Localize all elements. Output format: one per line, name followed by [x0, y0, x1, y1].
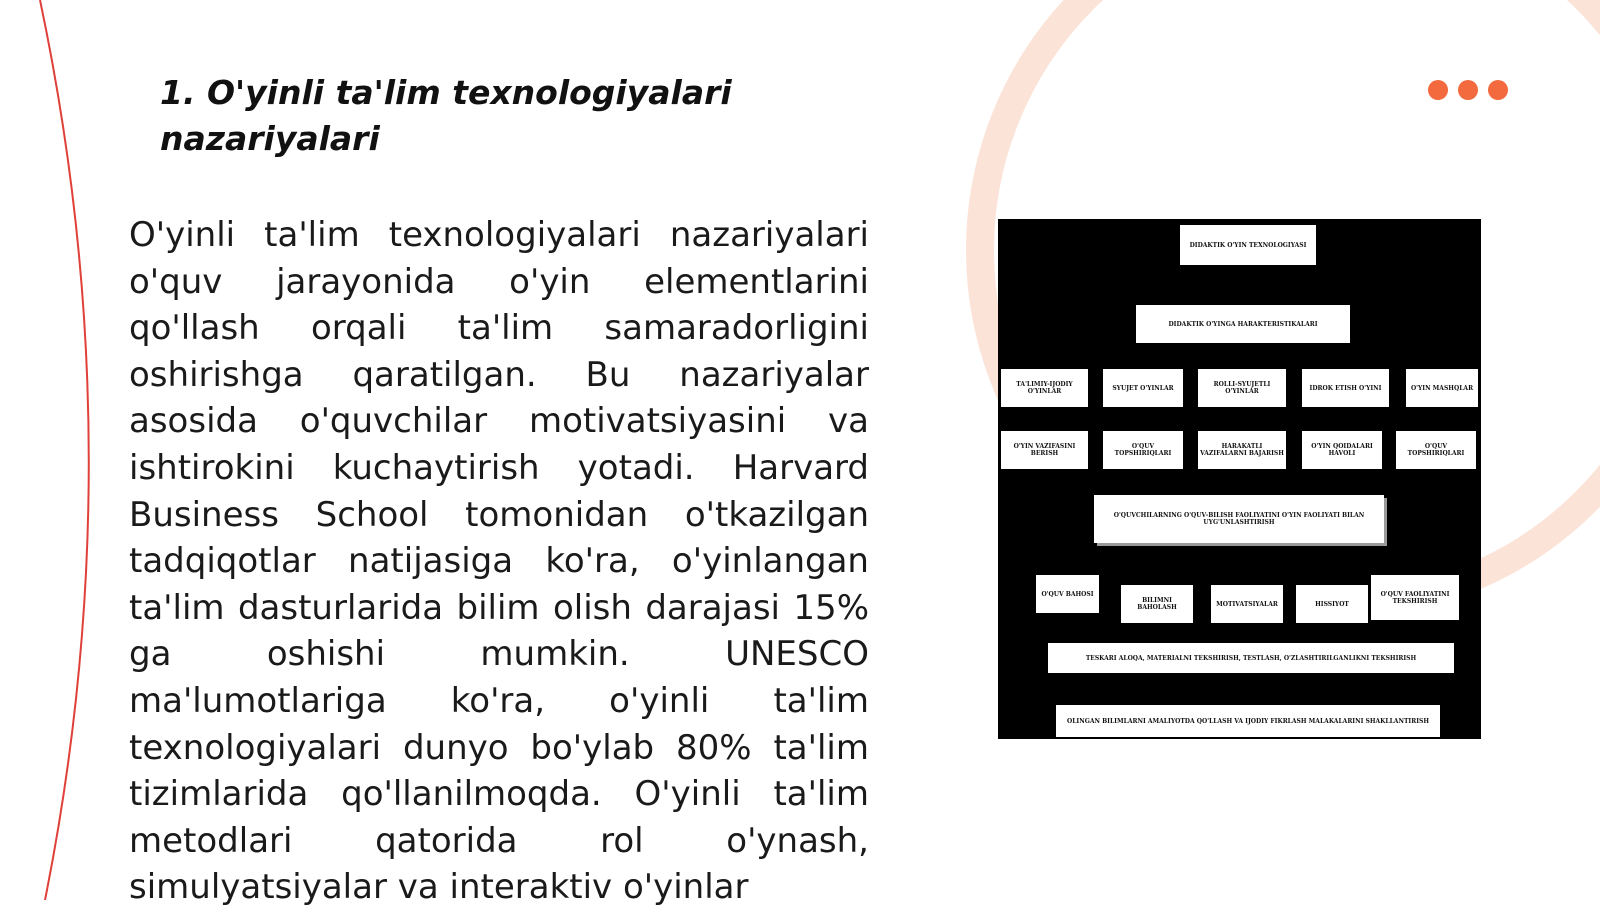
diagram-center-box: O'QUVCHILARNING O'QUV-BILISH FAOLIYATINI O'YIN FAOLIYATI BILAN UYG'UNLASHTIRISH — [1094, 495, 1384, 543]
slide-body-text: O'yinli ta'lim texnologiyalari nazariyalari o'quv jarayonida o'yin elementlarini qo'llash orqali ta'lim samaradorligini oshirishga qaratilgan. Bu nazariyalar asosida o'quvchilar motivatsiyasini va ishtirokini kuchaytirish yotadi. Harvard Business School tomonidan o'tkazilgan tadqiqotlar natijasiga ko'ra, o'yinlangan ta'lim dasturlarida bilim olish darajasi 15% ga oshishi mumkin. UNESCO ma'lumotlariga ko'ra, o'yinli ta'lim texnologiyalari dunyo bo'ylab 80% ta'lim tizimlarida qo'llanilmoqda. O'yinli ta'lim metodlari qatorida rol o'ynash, simulyatsiyalar va interaktiv o'yinlar — [129, 215, 869, 908]
diagram-row1-box: IDROK ETISH O'YINI — [1302, 369, 1389, 407]
diagram-row2-box: HARAKATLI VAZIFALARNI BAJARISH — [1198, 431, 1286, 469]
diagram-row2-box: O'QUV TOPSHIRIQLARI — [1103, 431, 1183, 469]
slide-title: 1. O'yinli ta'lim texnologiyalari nazariyalari — [160, 73, 732, 158]
more-options-dots — [1428, 80, 1508, 100]
diagram-second-box: DIDAKTIK O'YINGA HARAKTERISTIKALARI — [1136, 305, 1350, 343]
dot-icon — [1488, 80, 1508, 100]
diagram-row1-box: TA'LIMIY-IJODIY O'YINLAR — [1001, 369, 1088, 407]
decorative-curve-line — [40, 0, 89, 900]
diagram-row3-box: BILIMNI BAHOLASH — [1121, 585, 1193, 623]
diagram-row2-box: O'YIN QOIDALARI HAVOLI — [1302, 431, 1382, 469]
dot-icon — [1428, 80, 1448, 100]
diagram-row1-box: SYUJET O'YINLAR — [1103, 369, 1183, 407]
diagram-row2-box: O'QUV TOPSHIRIQLARI — [1396, 431, 1476, 469]
diagram-band-box: OLINGAN BILIMLARNI AMALIYOTDA QO'LLASH VA IJODIY FIKRLASH MALAKALARINI SHAKLLANTIRISH — [1056, 705, 1440, 737]
diagram-row3-box: O'QUV BAHOSI — [1036, 575, 1099, 613]
diagram-band-box: TESKARI ALOQA, MATERIALNI TEKSHIRISH, TESTLASH, O'ZLASHTIRILGANLIKNI TEKSHIRISH — [1048, 643, 1454, 673]
diagram-top-box: DIDAKTIK O'YIN TEXNOLOGIYASI — [1180, 225, 1316, 265]
diagram-row2-box: O'YIN VAZIFASINI BERISH — [1001, 431, 1088, 469]
diagram-row3-box: O'QUV FAOLIYATINI TEKSHIRISH — [1371, 575, 1459, 620]
diagram-row1-box: O'YIN MASHQLAR — [1406, 369, 1478, 407]
didactic-game-diagram — [998, 219, 1481, 739]
diagram-row3-box: HISSIYOT — [1296, 585, 1368, 623]
diagram-row3-box: MOTIVATSIYALAR — [1211, 585, 1283, 623]
dot-icon — [1458, 80, 1478, 100]
diagram-row1-box: ROLLI-SYUJETLI O'YINLAR — [1198, 369, 1286, 407]
